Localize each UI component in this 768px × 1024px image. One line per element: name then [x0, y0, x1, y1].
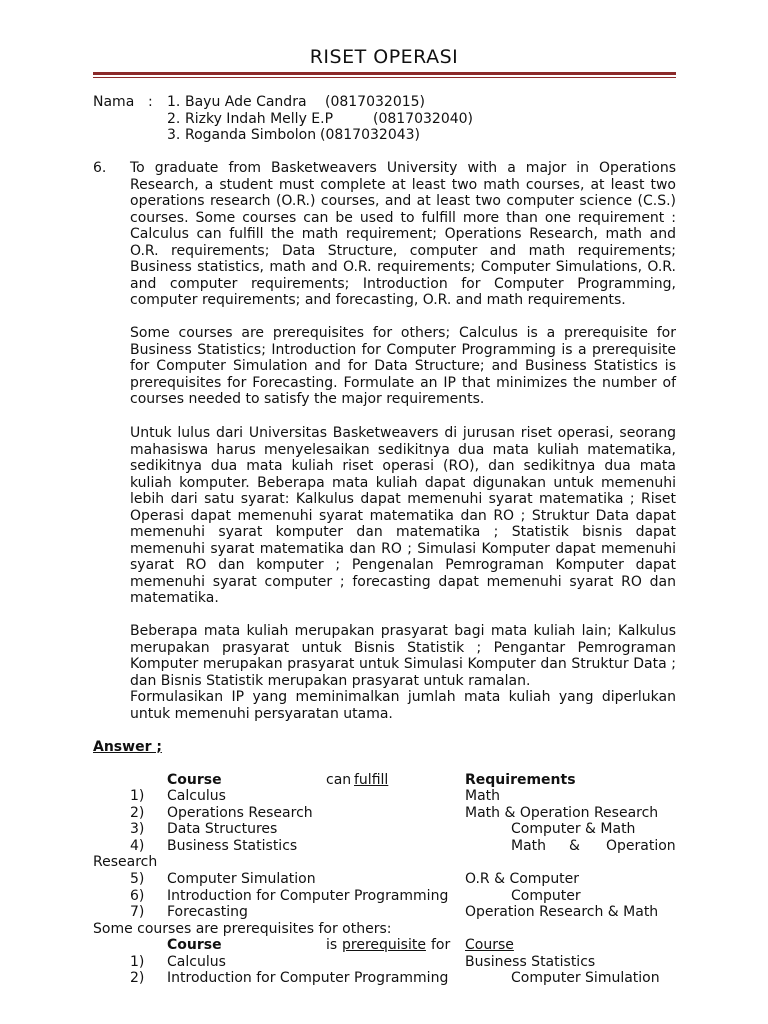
question-paragraph-en-1: To graduate from Basketweavers University with a major in Operations Research, a student must complete at least two math courses, at least two operations research (O.R.) courses, and at least two computer science (C.S.) courses. Some courses can be used to fulfill more than one requirement : Calculus can fulfill the math requirement; Operations Research, math and O.R. requirements; Data Structure, computer and math requirements; Business statistics, math and O.R. requirements; Computer Simulations, O.R. and computer requirements; Introduction for Computer Programming, computer requirements; and forecasting, O.R. and math requirements.: [130, 160, 676, 308]
requirement: &: [569, 838, 580, 854]
question-paragraph-id-1: Untuk lulus dari Universitas Basketweavers di jurusan riset operasi, seorang mahasiswa harus menyelesaikan sedikitnya dua mata kuliah matematika, sedikitnya dua mata kuliah riset operasi (RO), dan sedikitnya dua mata kuliah komputer. Beberapa mata kuliah dapat digunakan untuk memenuhi lebih dari satu syarat: Kalkulus dapat memenuhi syarat matematika ; Riset Operasi dapat memenuhi syarat matematika dan RO ; Struktur Data dapat memenuhi syarat komputer dan matematika ; Statistik bisnis dapat memenuhi syarat matematika dan RO ; Simulasi Komputer dapat memenuhi syarat RO dan komputer ; Pengenalan Pemrograman Komputer dapat memenuhi syarat computer ; forecasting dapat memenuhi syarat RO dan matematika.: [130, 425, 676, 606]
member-number: 1.: [167, 94, 181, 110]
course-name: Calculus: [167, 788, 226, 804]
row-number: 1): [130, 788, 145, 804]
course-name: Data Structures: [167, 821, 278, 837]
title-rule-thin: [93, 77, 676, 78]
row-number: 6): [130, 888, 145, 904]
requirement: Computer & Math: [511, 821, 636, 837]
course-name: Computer Simulation: [167, 871, 316, 887]
row-number: 4): [130, 838, 145, 854]
target-course: Business Statistics: [465, 954, 596, 970]
prereq-intro: Some courses are prerequisites for others:: [93, 921, 392, 937]
target-course: Computer Simulation: [511, 970, 660, 986]
page-title: RISET OPERASI: [309, 46, 459, 68]
row-number: 3): [130, 821, 145, 837]
member-id: (0817032043): [320, 127, 420, 143]
course-name: Operations Research: [167, 805, 313, 821]
question-paragraph-en-2: Some courses are prerequisites for others; Calculus is a prerequisite for Business Statistics; Introduction for Computer Programming is a prerequisite for Computer Simulation and for Data Structure; and Business Statistics is prerequisites for Forecasting. Formulate an IP that minimizes the number of courses needed to satisfy the major requirements.: [130, 325, 676, 407]
row-number: 5): [130, 871, 145, 887]
course-name: Business Statistics: [167, 838, 298, 854]
member-number: 2.: [167, 111, 181, 127]
requirement-wrap: Research: [93, 854, 158, 870]
col-course-header: Course: [167, 937, 222, 953]
member-name: Roganda Simbolon: [185, 127, 317, 143]
col-can-header: can: [326, 772, 352, 788]
member-id: (0817032015): [325, 94, 425, 110]
col-for-header: for: [431, 937, 451, 953]
row-number: 2): [130, 805, 145, 821]
course-name: Forecasting: [167, 904, 248, 920]
requirement: Operation Research & Math: [465, 904, 659, 920]
row-number: 2): [130, 970, 145, 986]
question-number: 6.: [93, 160, 107, 176]
requirement: Computer: [511, 888, 581, 904]
question-paragraph-id-3: Formulasikan IP yang meminimalkan jumlah mata kuliah yang diperlukan untuk memenuhi persyaratan utama.: [130, 689, 676, 722]
names-separator: :: [148, 94, 153, 110]
col-target-course-header: Course: [465, 937, 514, 953]
col-fulfill-header: fulfill: [354, 772, 389, 788]
course-name: Calculus: [167, 954, 226, 970]
requirement: Operation: [606, 838, 676, 854]
requirement: Math: [465, 788, 501, 804]
requirement: Math: [511, 838, 547, 854]
course-name: Introduction for Computer Programming: [167, 970, 449, 986]
course-name: Introduction for Computer Programming: [167, 888, 449, 904]
col-is-header: is: [326, 937, 338, 953]
row-number: 7): [130, 904, 145, 920]
member-name: Rizky Indah Melly E.P: [185, 111, 334, 127]
member-id: (0817032040): [373, 111, 473, 127]
member-name: Bayu Ade Candra: [185, 94, 307, 110]
row-number: 1): [130, 954, 145, 970]
answer-heading: Answer ;: [93, 739, 162, 755]
col-requirements-header: Requirements: [465, 772, 576, 788]
member-number: 3.: [167, 127, 181, 143]
col-course-header: Course: [167, 772, 222, 788]
requirement: O.R & Computer: [465, 871, 580, 887]
title-rule-thick: [93, 72, 676, 75]
question-paragraph-id-2: Beberapa mata kuliah merupakan prasyarat bagi mata kuliah lain; Kalkulus merupakan prasyarat untuk Bisnis Statistik ; Pengantar Pemrograman Komputer merupakan prasyarat untuk Simulasi Komputer dan Struktur Data ; dan Bisnis Statistik merupakan prasyarat untuk ramalan.: [130, 623, 676, 689]
names-label: Nama: [93, 94, 135, 110]
requirement: Math & Operation Research: [465, 805, 659, 821]
col-prerequisite-header: prerequisite: [342, 937, 426, 953]
